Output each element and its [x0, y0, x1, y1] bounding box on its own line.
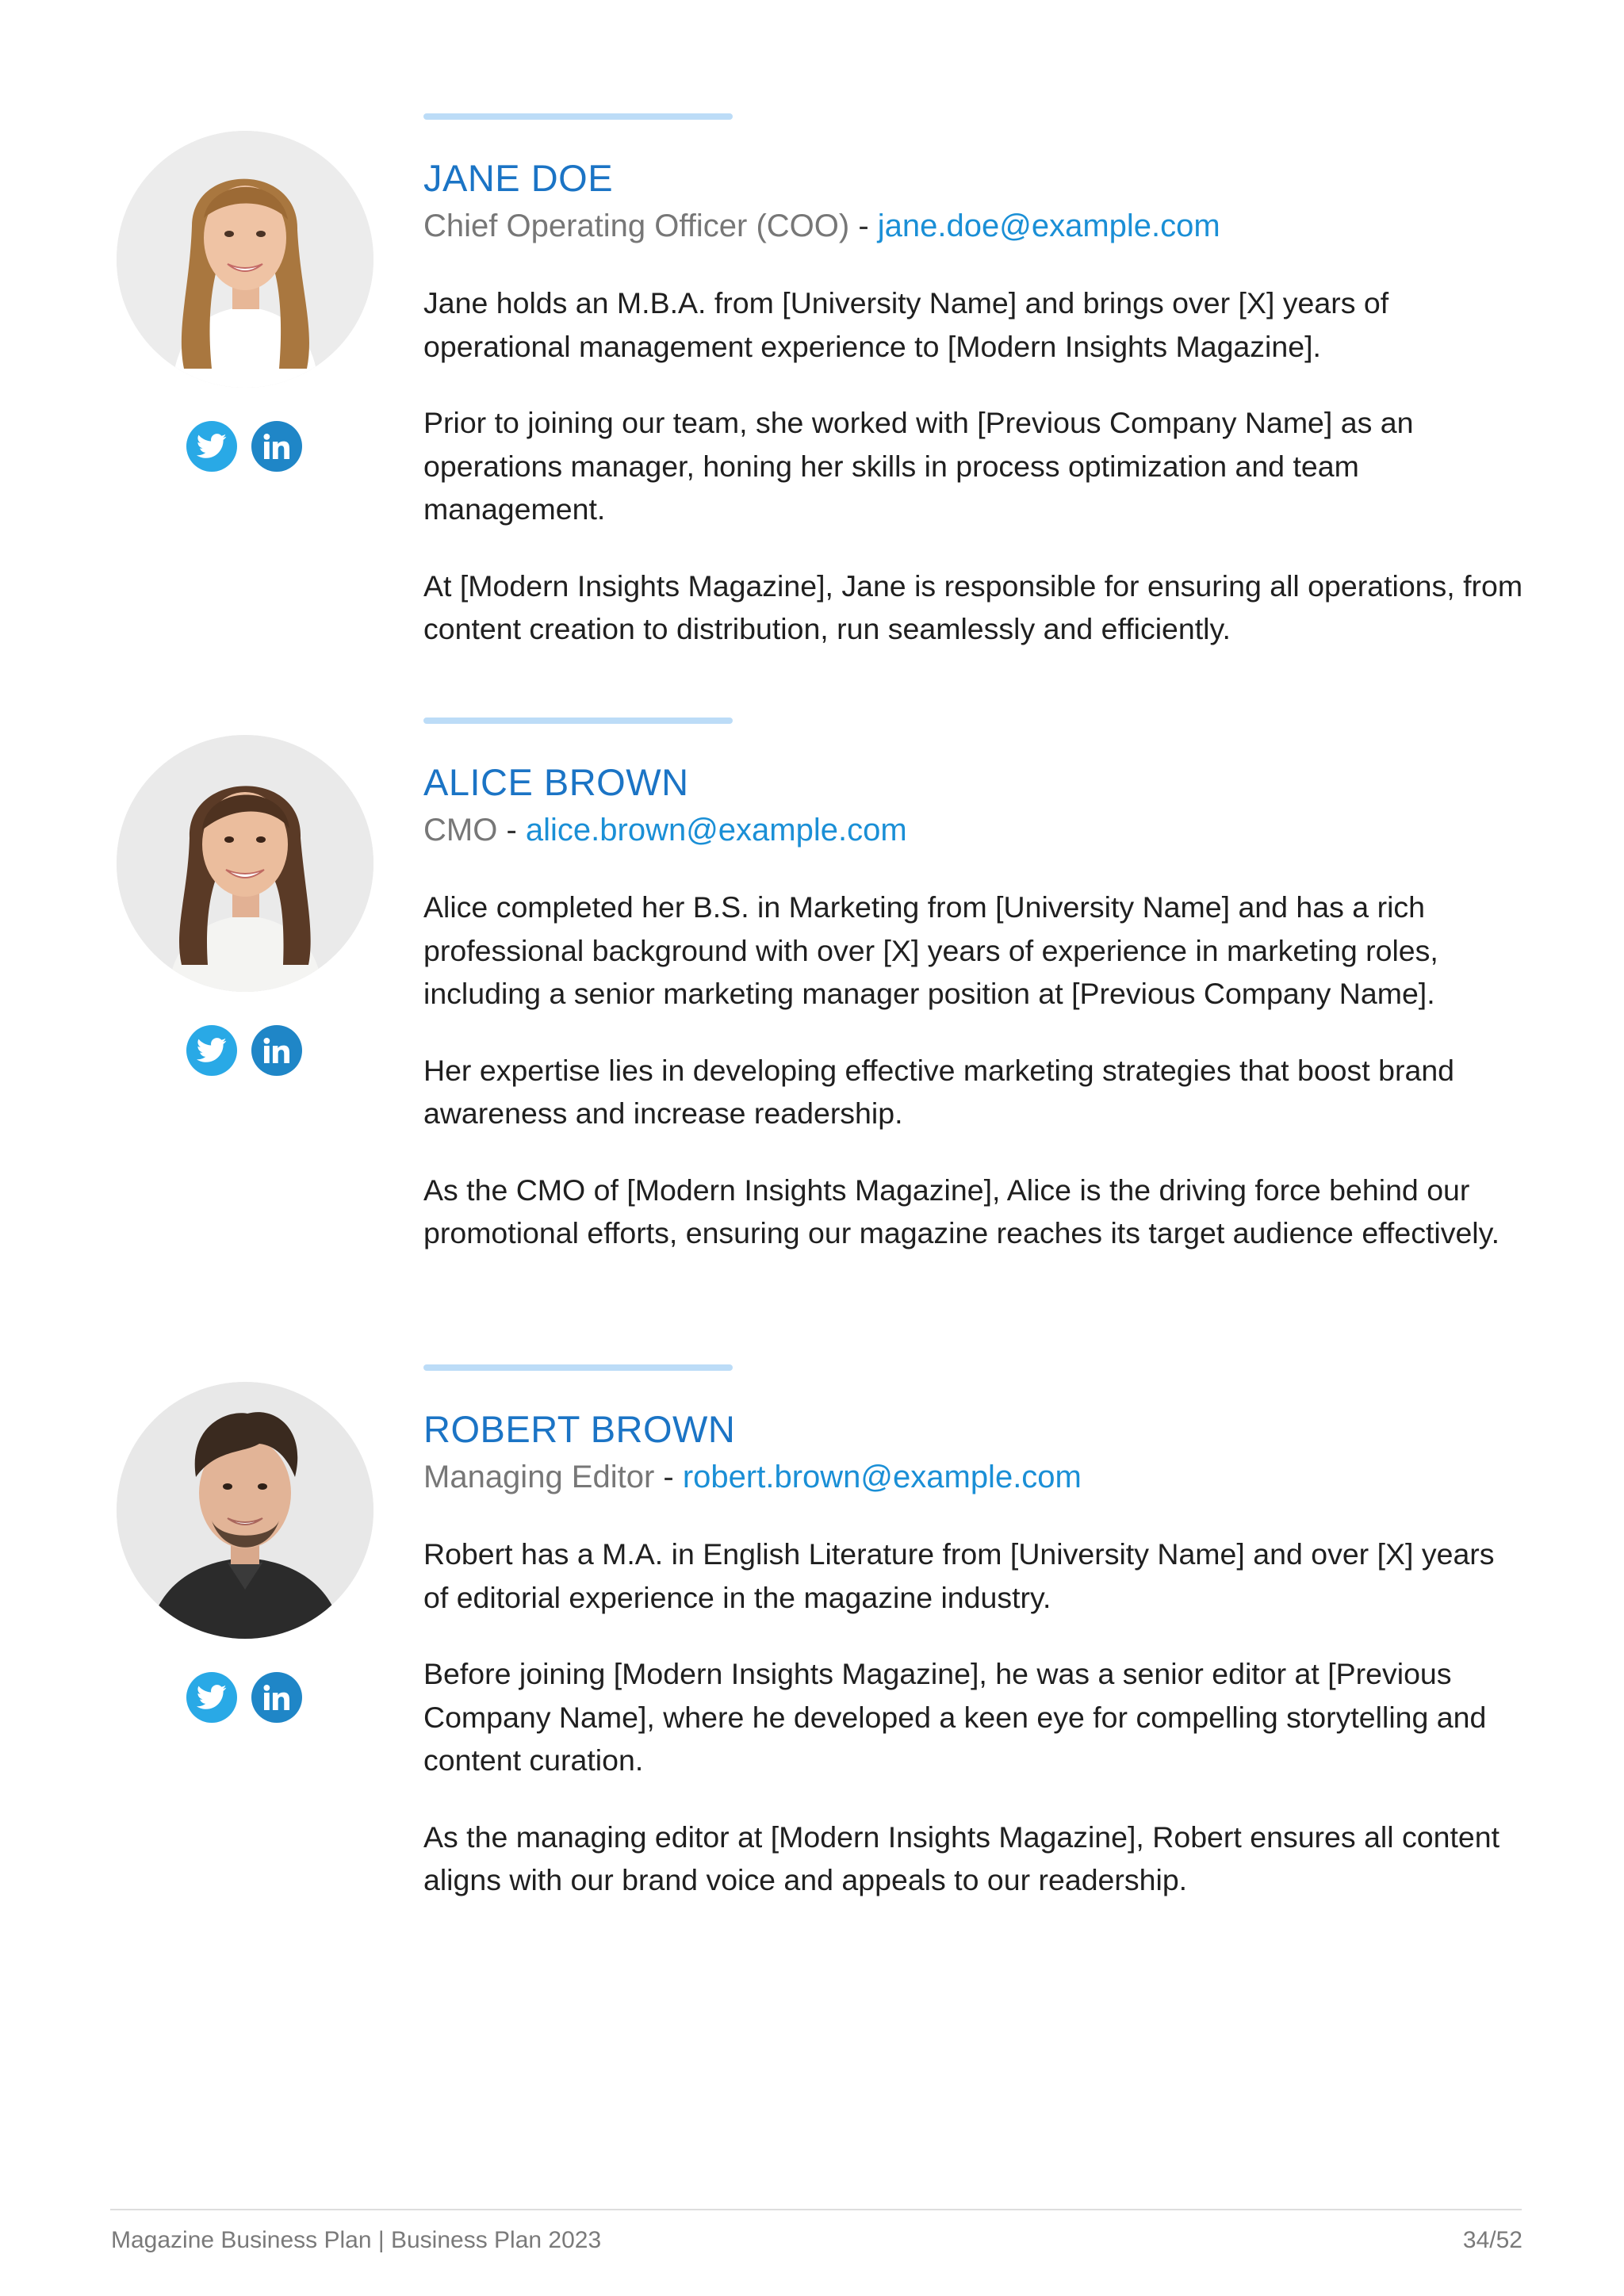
social-links [186, 1025, 302, 1076]
member-bio [423, 886, 1526, 1255]
linkedin-icon[interactable] [251, 1025, 302, 1076]
bio-paragraph: Prior to joining our team, she worked with [Previous Company Name] as an operations manager, honing her skills in process optimization and team management. [423, 406, 1414, 526]
separator: - [849, 209, 878, 243]
bio-paragraph: At [Modern Insights Magazine], Jane is responsible for ensuring all operations, from content creation to distribution, run seamlessly and efficiently. [423, 568, 1523, 645]
twitter-icon[interactable] [186, 421, 237, 472]
member-details [423, 113, 1526, 651]
bio-paragraph: As the managing editor at [Modern Insights Magazine], Robert ensures all content aligns with our brand voice and appeals to our readership. [423, 1820, 1500, 1896]
social-links [186, 1672, 302, 1723]
member-role-line [423, 205, 1526, 247]
social-links [186, 421, 302, 472]
accent-divider [423, 1364, 733, 1371]
bio-paragraph: Jane holds an M.B.A. from [University Name] and brings over [X] years of operational management experience to [Modern Insights Magazine]. [423, 286, 1389, 363]
separator: - [654, 1460, 683, 1494]
member-email-link[interactable]: alice.brown@example.com [525, 813, 907, 848]
accent-divider [423, 113, 733, 120]
footer-divider [110, 2209, 1522, 2210]
bio-paragraph: Robert has a M.A. in English Literature from [University Name] and over [X] years of editorial experience in the magazine industry. [423, 1537, 1495, 1614]
member-email-link[interactable]: robert.brown@example.com [682, 1460, 1082, 1494]
member-name: ROBERT BROWN [423, 1408, 736, 1450]
accent-divider [423, 718, 733, 724]
bio-paragraph: Her expertise lies in developing effective marketing strategies that boost brand awareness and increase readership. [423, 1053, 1455, 1130]
separator: - [497, 813, 526, 848]
member-name: ALICE BROWN [423, 761, 689, 803]
avatar [117, 735, 373, 992]
linkedin-icon[interactable] [251, 421, 302, 472]
footer-document-title: Magazine Business Plan | Business Plan 2023 [111, 2227, 602, 2253]
bio-paragraph: Before joining [Modern Insights Magazine], he was a senior editor at [Previous Company Name], where he developed a keen eye for compelling storytelling and content curation. [423, 1657, 1487, 1777]
avatar [117, 131, 373, 388]
member-details [423, 718, 1526, 1255]
woman-portrait-photo [117, 735, 373, 992]
member-role: Managing Editor [423, 1460, 655, 1494]
linkedin-icon[interactable] [251, 1672, 302, 1723]
avatar [117, 1382, 373, 1639]
member-email-link[interactable]: jane.doe@example.com [877, 209, 1220, 243]
member-bio [423, 281, 1526, 651]
twitter-icon[interactable] [186, 1672, 237, 1723]
member-bio [423, 1533, 1526, 1902]
twitter-icon[interactable] [186, 1025, 237, 1076]
member-name: JANE DOE [423, 157, 614, 199]
bio-paragraph: As the CMO of [Modern Insights Magazine], Alice is the driving force behind our promotional efforts, ensuring our magazine reaches its target audience effectively. [423, 1173, 1500, 1249]
member-role-line [423, 809, 1526, 851]
bio-paragraph: Alice completed her B.S. in Marketing from [University Name] and has a rich professional background with over [X] years of experience in marketing roles, including a senior marketing manager position at [Previous Company Name]. [423, 890, 1438, 1010]
page-number: 34/52 [1462, 2227, 1522, 2253]
member-role: CMO [423, 813, 498, 848]
member-details [423, 1364, 1526, 1902]
member-role: Chief Operating Officer (COO) [423, 209, 850, 243]
member-role-line [423, 1456, 1526, 1498]
man-portrait-photo [117, 1382, 373, 1639]
woman-portrait-photo [117, 131, 373, 388]
